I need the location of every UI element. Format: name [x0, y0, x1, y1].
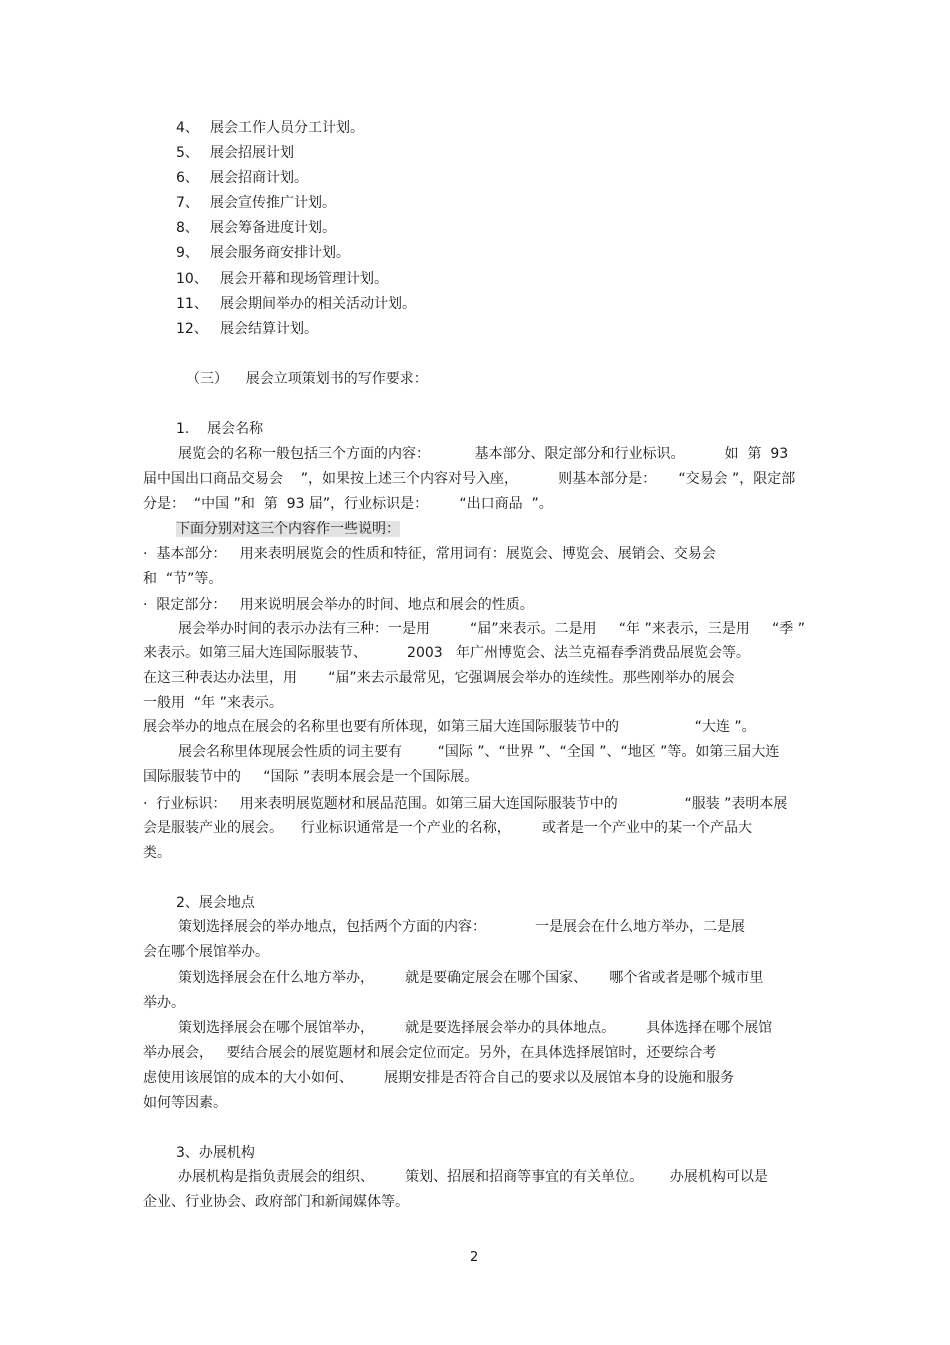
- paragraph-line: 分是： “中国 ”和 第 93 届”，行业标识是： “出口商品 ”。: [143, 496, 553, 512]
- paragraph-line: 策划选择展会在哪个展馆举办， 就是要选择展会举办的具体地点。 具体选择在哪个展馆: [178, 1020, 773, 1036]
- paragraph-line: 企业、行业协会、政府部门和新闻媒体等。: [143, 1194, 409, 1210]
- paragraph-line: 类。: [143, 845, 171, 861]
- paragraph-line: 会是服装产业的展会。 行业标识通常是一个产业的名称， 或者是一个产业中的某一个产品大: [143, 820, 752, 836]
- list-item: 11、 展会期间举办的相关活动计划。: [176, 296, 416, 312]
- page-number: 2: [470, 1250, 479, 1265]
- paragraph-line: 一般用 “年 ”来表示。: [143, 695, 283, 711]
- highlighted-line: 下面分别对这三个内容作一些说明：: [176, 521, 400, 537]
- subsection-heading: 2、展会地点: [176, 895, 255, 911]
- list-item: 7、 展会宣传推广计划。: [176, 195, 336, 211]
- bullet-basic: · 基本部分： 用来表明展览会的性质和特征，常用词有：展览会、博览会、展销会、交易会: [143, 546, 716, 562]
- paragraph-line: 策划选择展会的举办地点，包括两个方面的内容： 一是展会在什么地方举办，二是展: [178, 919, 745, 935]
- list-item: 12、 展会结算计划。: [176, 321, 318, 337]
- paragraph-line: 来表示。如第三届大连国际服装节、 2003 年广州博览会、法兰克福春季消费品展览会等。: [143, 645, 751, 661]
- paragraph-line: 国际服装节中的 “国际 ”表明本展会是一个国际展。: [143, 769, 479, 785]
- paragraph-line: 和 “节”等。: [143, 571, 223, 587]
- paragraph-line: 展会举办的地点在展会的名称里也要有所体现，如第三届大连国际服装节中的 “大连 ”。: [143, 719, 756, 735]
- paragraph-line: 虑使用该展馆的成本的大小如何、 展期安排是否符合自己的要求以及展馆本身的设施和服务: [143, 1070, 735, 1086]
- paragraph-line: 举办。: [143, 995, 185, 1011]
- paragraph-line: 举办展会， 要结合展会的展览题材和展会定位而定。另外，在具体选择展馆时，还要综合考: [143, 1045, 717, 1061]
- section-heading: （三） 展会立项策划书的写作要求：: [186, 371, 428, 387]
- subsection-heading: 3、办展机构: [176, 1145, 255, 1161]
- bullet-limit: · 限定部分： 用来说明展会举办的时间、地点和展会的性质。: [143, 597, 534, 613]
- paragraph-line: 在这三种表达办法里，用 “届”来去示最常见，它强调展会举办的连续性。那些刚举办的展会: [143, 670, 735, 686]
- bullet-industry: · 行业标识： 用来表明展览题材和展品范围。如第三届大连国际服装节中的 “服装 ”表明本展: [143, 796, 788, 812]
- paragraph-line: 展会举办时间的表示办法有三种：一是用 “届”来表示。二是用 “年 ”来表示，三是用 “季 ”: [178, 621, 805, 637]
- subsection-heading: 1. 展会名称: [176, 421, 264, 437]
- paragraph-line: 会在哪个展馆举办。: [143, 944, 269, 960]
- paragraph-line: 展会名称里体现展会性质的词主要有 “国际 ”、“世界 ”、“全国 ”、“地区 ”等。如第三届大连: [178, 744, 780, 760]
- list-item: 8、 展会筹备进度计划。: [176, 220, 336, 236]
- paragraph-line: 策划选择展会在什么地方举办， 就是要确定展会在哪个国家、 哪个省或者是哪个城市里: [178, 970, 764, 986]
- list-item: 4、 展会工作人员分工计划。: [176, 120, 364, 136]
- list-item: 10、 展会开幕和现场管理计划。: [176, 271, 388, 287]
- paragraph-line: 届中国出口商品交易会 ”，如果按上述三个内容对号入座， 则基本部分是： “交易会 ”，限定部: [143, 471, 796, 487]
- paragraph-line: 办展机构是指负责展会的组织、 策划、招展和招商等事宜的有关单位。 办展机构可以是: [178, 1169, 768, 1185]
- list-item: 6、 展会招商计划。: [176, 170, 308, 186]
- paragraph-line: 如何等因素。: [143, 1095, 227, 1111]
- list-item: 5、 展会招展计划: [176, 145, 294, 161]
- paragraph-line: 展览会的名称一般包括三个方面的内容： 基本部分、限定部分和行业标识。 如 第 93: [178, 446, 789, 462]
- list-item: 9、 展会服务商安排计划。: [176, 245, 350, 261]
